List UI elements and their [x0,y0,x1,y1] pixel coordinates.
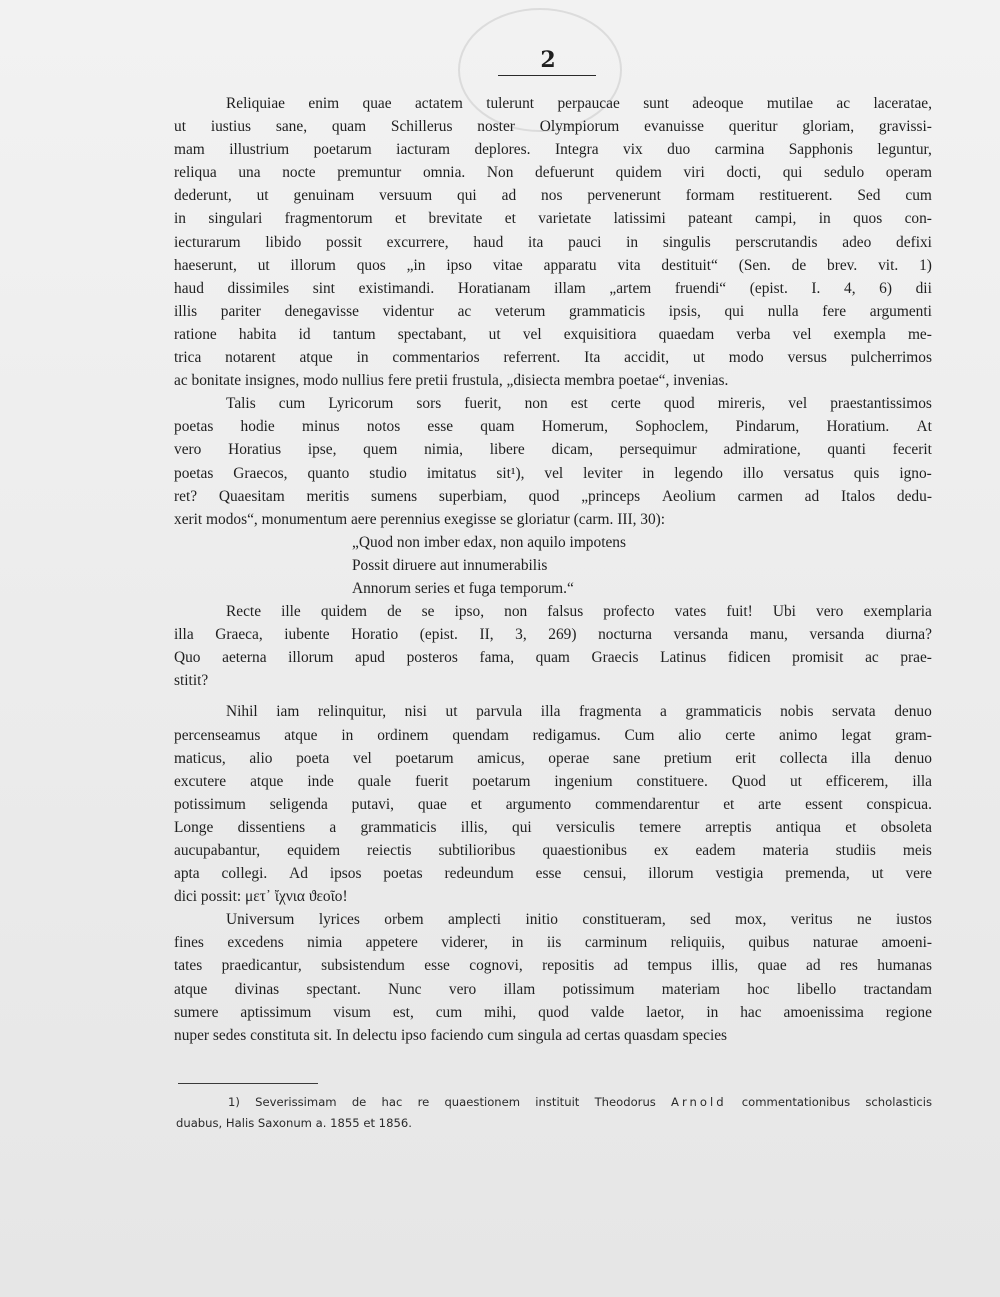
poem-line: „Quod non imber edax, non aquilo impotens [352,533,626,551]
poem-line: Annorum series et fuga temporum.“ [352,579,574,597]
text-line: dederunt, ut genuinam versuum qui ad nos pervenerunt formam restituerent. Sed cum [174,187,932,205]
poem-line: Possit diruere aut innumerabilis [352,556,548,574]
text-line: xerit modos“, monumentum aere perennius exegisse se gloriatur (carm. III, 30): [174,510,666,528]
text-line: fines excedens nimia appetere viderer, in iis carminum reliquiis, quibus naturae amoeni- [174,934,932,952]
page-number: 2 [540,47,556,73]
text-line: Quo aeterna illorum apud posteros fama, quam Graecis Latinus fidicen promisit ac prae- [174,649,932,667]
text-line: iecturarum libido possit excurrere, haud ita pauci in singulis perscrutandis adeo defixi [174,233,932,251]
text-line: stitit? [174,672,209,690]
text-line: aucupabantur, equidem reiectis subtilioribus quaestionibus ex eadem materia studiis meis [174,842,932,859]
text-line: illis pariter denegavisse videntur ac veterum grammaticis ipsis, qui nulla fere argumenti [174,302,932,320]
text-line: potissimum seligenda putavi, quae et argumento commendarentur et arte essent conspicua. [174,795,932,813]
footnote-rule [178,1083,318,1084]
text-line: dici possit: μετ᾽ ἴχνια ϑεοῖο! [174,888,348,906]
text-line: in singulari fragmentorum et brevitate et varietate latissimi pateant campi, in quos con- [174,210,932,228]
footnote-line: 1) Severissimam de hac re quaestionem instituit Theodorus Arnold commentationibus scholasticis [228,1095,932,1109]
text-line: percenseamus atque in ordinem quendam redigamus. Cum alio certe animo legat gram- [174,726,932,744]
text-line: tates praedicantur, subsistendum esse cognovi, repositis ad tempus illis, quae ad res humanas [174,957,932,975]
text-line: trica notarent atque in commentarios referrent. Ita accidit, ut modo versus pulcherrimos [174,349,932,367]
footnote-line: duabus, Halis Saxonum a. 1855 et 1856. [176,1116,412,1130]
text-line: illa Graeca, iubente Horatio (epist. II, 3, 269) nocturna versanda manu, versanda diurna? [174,626,932,644]
text-line: poetas hodie minus notos esse quam Homerum, Sophoclem, Pindarum, Horatium. At [174,418,932,436]
paragraph-5 [174,908,932,1047]
text-line: Longe dissentiens a grammaticis illis, qui versiculis temere arreptis antiqua et obsoleta [174,818,932,836]
text-line: mam illustrium poetarum iacturam deplores. Integra vix duo carmina Sapphonis leguntur, [174,141,932,159]
footnote [176,1092,932,1134]
paragraph-3 [174,600,932,692]
text-line: vero Horatius ipse, quem nimia, libere dicam, persequimur admiratione, quanti fecerit [174,441,932,459]
body-text [174,92,932,1047]
text-line: ut iustius sane, quam Schillerus noster Olympiorum evanuisse queritur gloriam, gravissi- [174,118,932,136]
text-line: Recte ille quidem de se ipso, non falsus profecto vates fuit! Ubi vero exemplaria [226,603,932,621]
text-line: maticus, alio poeta vel poetarum amicus, operae sane pretium erit collecta illa denuo [174,749,932,767]
text-line: Talis cum Lyricorum sors fuerit, non est certe quod mireris, vel praestantissimos [226,395,932,413]
poem-quotation [174,531,932,600]
paragraph-1 [174,92,932,392]
paragraph-2 [174,392,932,531]
text-line: Universum lyrices orbem amplecti initio constitueram, sed mox, veritus ne iustos [226,911,932,929]
text-line: excutere atque inde quale fuerit poetarum ingenium constituere. Quod ut efficerem, illa [174,772,932,790]
text-line: reliqua una nocte premuntur omnia. Non defuerunt quidem viri docti, qui sedulo operam [174,164,932,182]
text-line: ratione habita id tantum spectabant, ut vel exquisitiora quaedam verba vel exempla me- [174,325,932,343]
text-line: sumere aptissimum visum est, cum mihi, quod valde laetor, in hac amoenissima regione [174,1003,932,1021]
paragraph-gap [174,692,932,700]
text-line: ret? Quaesitam meritis sumens superbiam, quod „princeps Aeolium carmen ad Italos dedu- [174,487,932,505]
text-line: haud dissimiles sint existimandi. Horatianam illam „artem fruendi“ (epist. I. 4, 6) dii [174,279,932,297]
page-number-rule [498,75,596,76]
paragraph-4 [174,700,932,908]
text-line: poetas Graecos, quanto studio imitatus sit¹), vel leviter in legendo illo versatus quis igno- [174,464,932,482]
text-line: Nihil iam relinquitur, nisi ut parvula illa fragmenta a grammaticis nobis servata denuo [226,703,932,721]
text-line: ac bonitate insignes, modo nullius fere pretii frustula, „disiecta membra poetae“, invenias. [174,372,729,390]
text-line: Reliquiae enim quae actatem tulerunt perpaucae sunt adeoque mutilae ac laceratae, [226,95,932,112]
text-line: haeserunt, ut illorum quos „in ipso vitae apparatu vita destituit“ (Sen. de brev. vit. 1) [174,256,932,274]
text-line: atque divinas spectant. Nunc vero illam potissimum materiam hoc libello tractandam [174,980,932,998]
text-line: apta collegi. Ad ipsos poetas redeundum esse censui, illorum vestigia premenda, ut vere [174,865,932,883]
text-line: nuper sedes constituta sit. In delectu ipso faciendo cum singula ad certas quasdam species [174,1026,728,1044]
